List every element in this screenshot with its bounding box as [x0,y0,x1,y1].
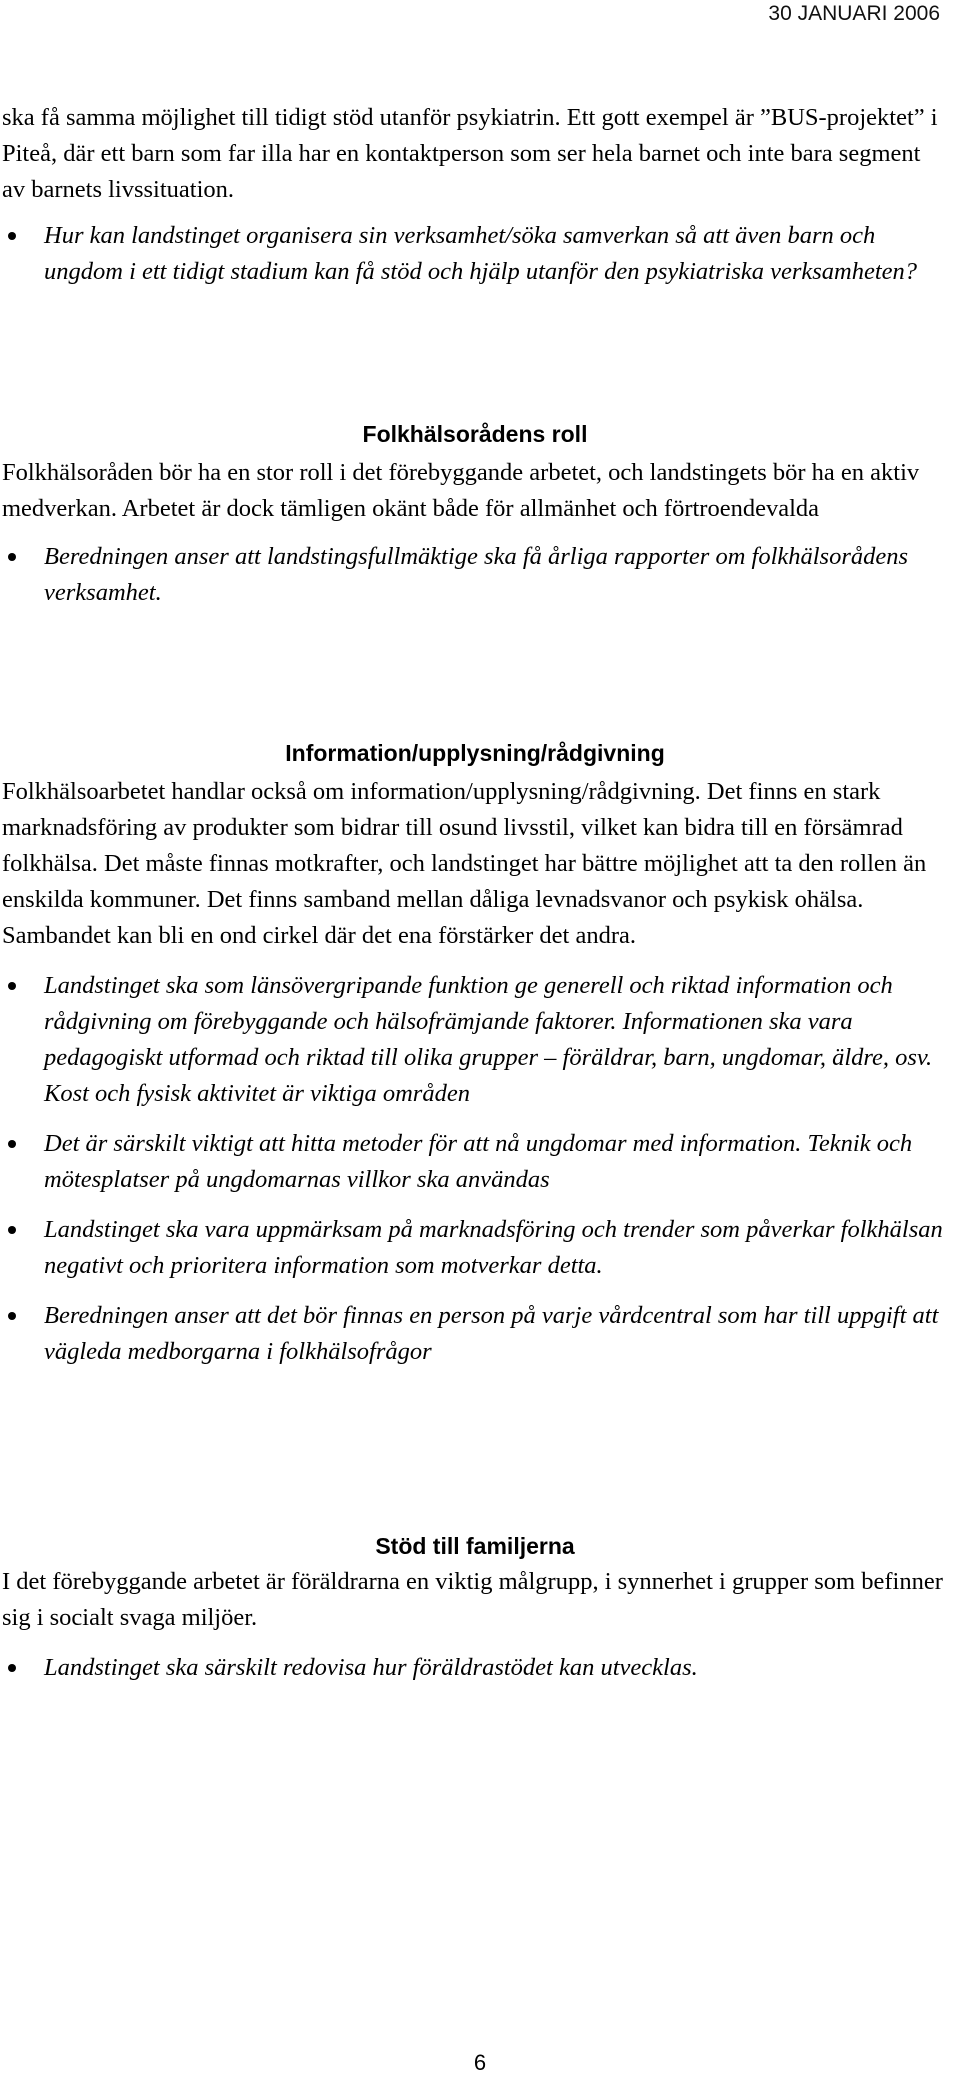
folkhalsoradens-section [2,418,948,611]
section-bullet-list [2,539,948,611]
intro-bullet-list [2,218,948,290]
information-section [2,737,948,1370]
section-paragraph: Folkhälsoråden bör ha en stor roll i det förebyggande arbetet, och landstingets bör ha en aktiv medverkan. Arbetet är dock tämligen okänt både för allmänhet och förtroendevalda [2,459,920,522]
bullet-item: Beredningen anser att landstingsfullmäktige ska få årliga rapporter om folkhälsorådens verksamhet. [2,539,948,611]
page-header-date: 30 JANUARI 2006 [768,2,940,25]
section-paragraph: I det förebyggande arbetet är föräldrarna en viktig målgrupp, i synnerhet i grupper som befinner sig i socialt svaga miljöer. [2,1568,943,1631]
section-heading: Folkhälsorådens roll [362,421,588,447]
section-bullet-list [2,968,948,1370]
bullet-item: Beredningen anser att det bör finnas en person på varje vårdcentral som har till uppgift att vägleda medborgarna i folkhälsofrågor [2,1298,948,1370]
section-heading: Information/upplysning/rådgivning [285,740,665,766]
intro-paragraph: ska få samma möjlighet till tidigt stöd utanför psykiatrin. Ett gott exempel är ”BUS-projektet” i Piteå, där ett barn som far illa har en kontaktperson som ser hela barnet och inte bara segment av barnets livssituation. [2,104,938,203]
bullet-item: Landstinget ska särskilt redovisa hur föräldrastödet kan utvecklas. [2,1650,948,1686]
page-number: 6 [473,2050,487,2075]
bullet-item: Det är särskilt viktigt att hitta metoder för att nå ungdomar med information. Teknik och mötesplatser på ungdomarnas villkor ska användas [2,1126,948,1198]
bullet-item: Hur kan landstinget organisera sin verksamhet/söka samverkan så att även barn och ungdom i ett tidigt stadium kan få stöd och hjälp utanför den psykiatriska verksamheten? [2,218,948,290]
bullet-item: Landstinget ska som länsövergripande funktion ge generell och riktad information och rådgivning om förebyggande och hälsofrämjande faktorer. Informationen ska vara pedagogiskt utformad och riktad till olika grupper – föräldrar, barn, ungdomar, äldre, osv. Kost och fysisk aktivitet är viktiga områden [2,968,948,1112]
section-paragraph: Folkhälsoarbetet handlar också om information/upplysning/rådgivning. Det finns en stark marknadsföring av produkter som bidrar till osund livsstil, vilket kan bidra till en försämrad folkhälsa. Det måste finnas motkrafter, och landstinget har bättre möjlighet att ta den rollen än enskilda kommuner. Det finns samband mellan dåliga levnadsvanor och psykisk ohälsa. Sambandet kan bli en ond cirkel där det ena förstärker det andra. [2,778,927,949]
intro-section [2,100,948,290]
familjerna-section [2,1530,948,1686]
section-heading: Stöd till familjerna [375,1533,575,1559]
section-bullet-list [2,1650,948,1686]
bullet-item: Landstinget ska vara uppmärksam på marknadsföring och trender som påverkar folkhälsan negativt och prioritera information som motverkar detta. [2,1212,948,1284]
